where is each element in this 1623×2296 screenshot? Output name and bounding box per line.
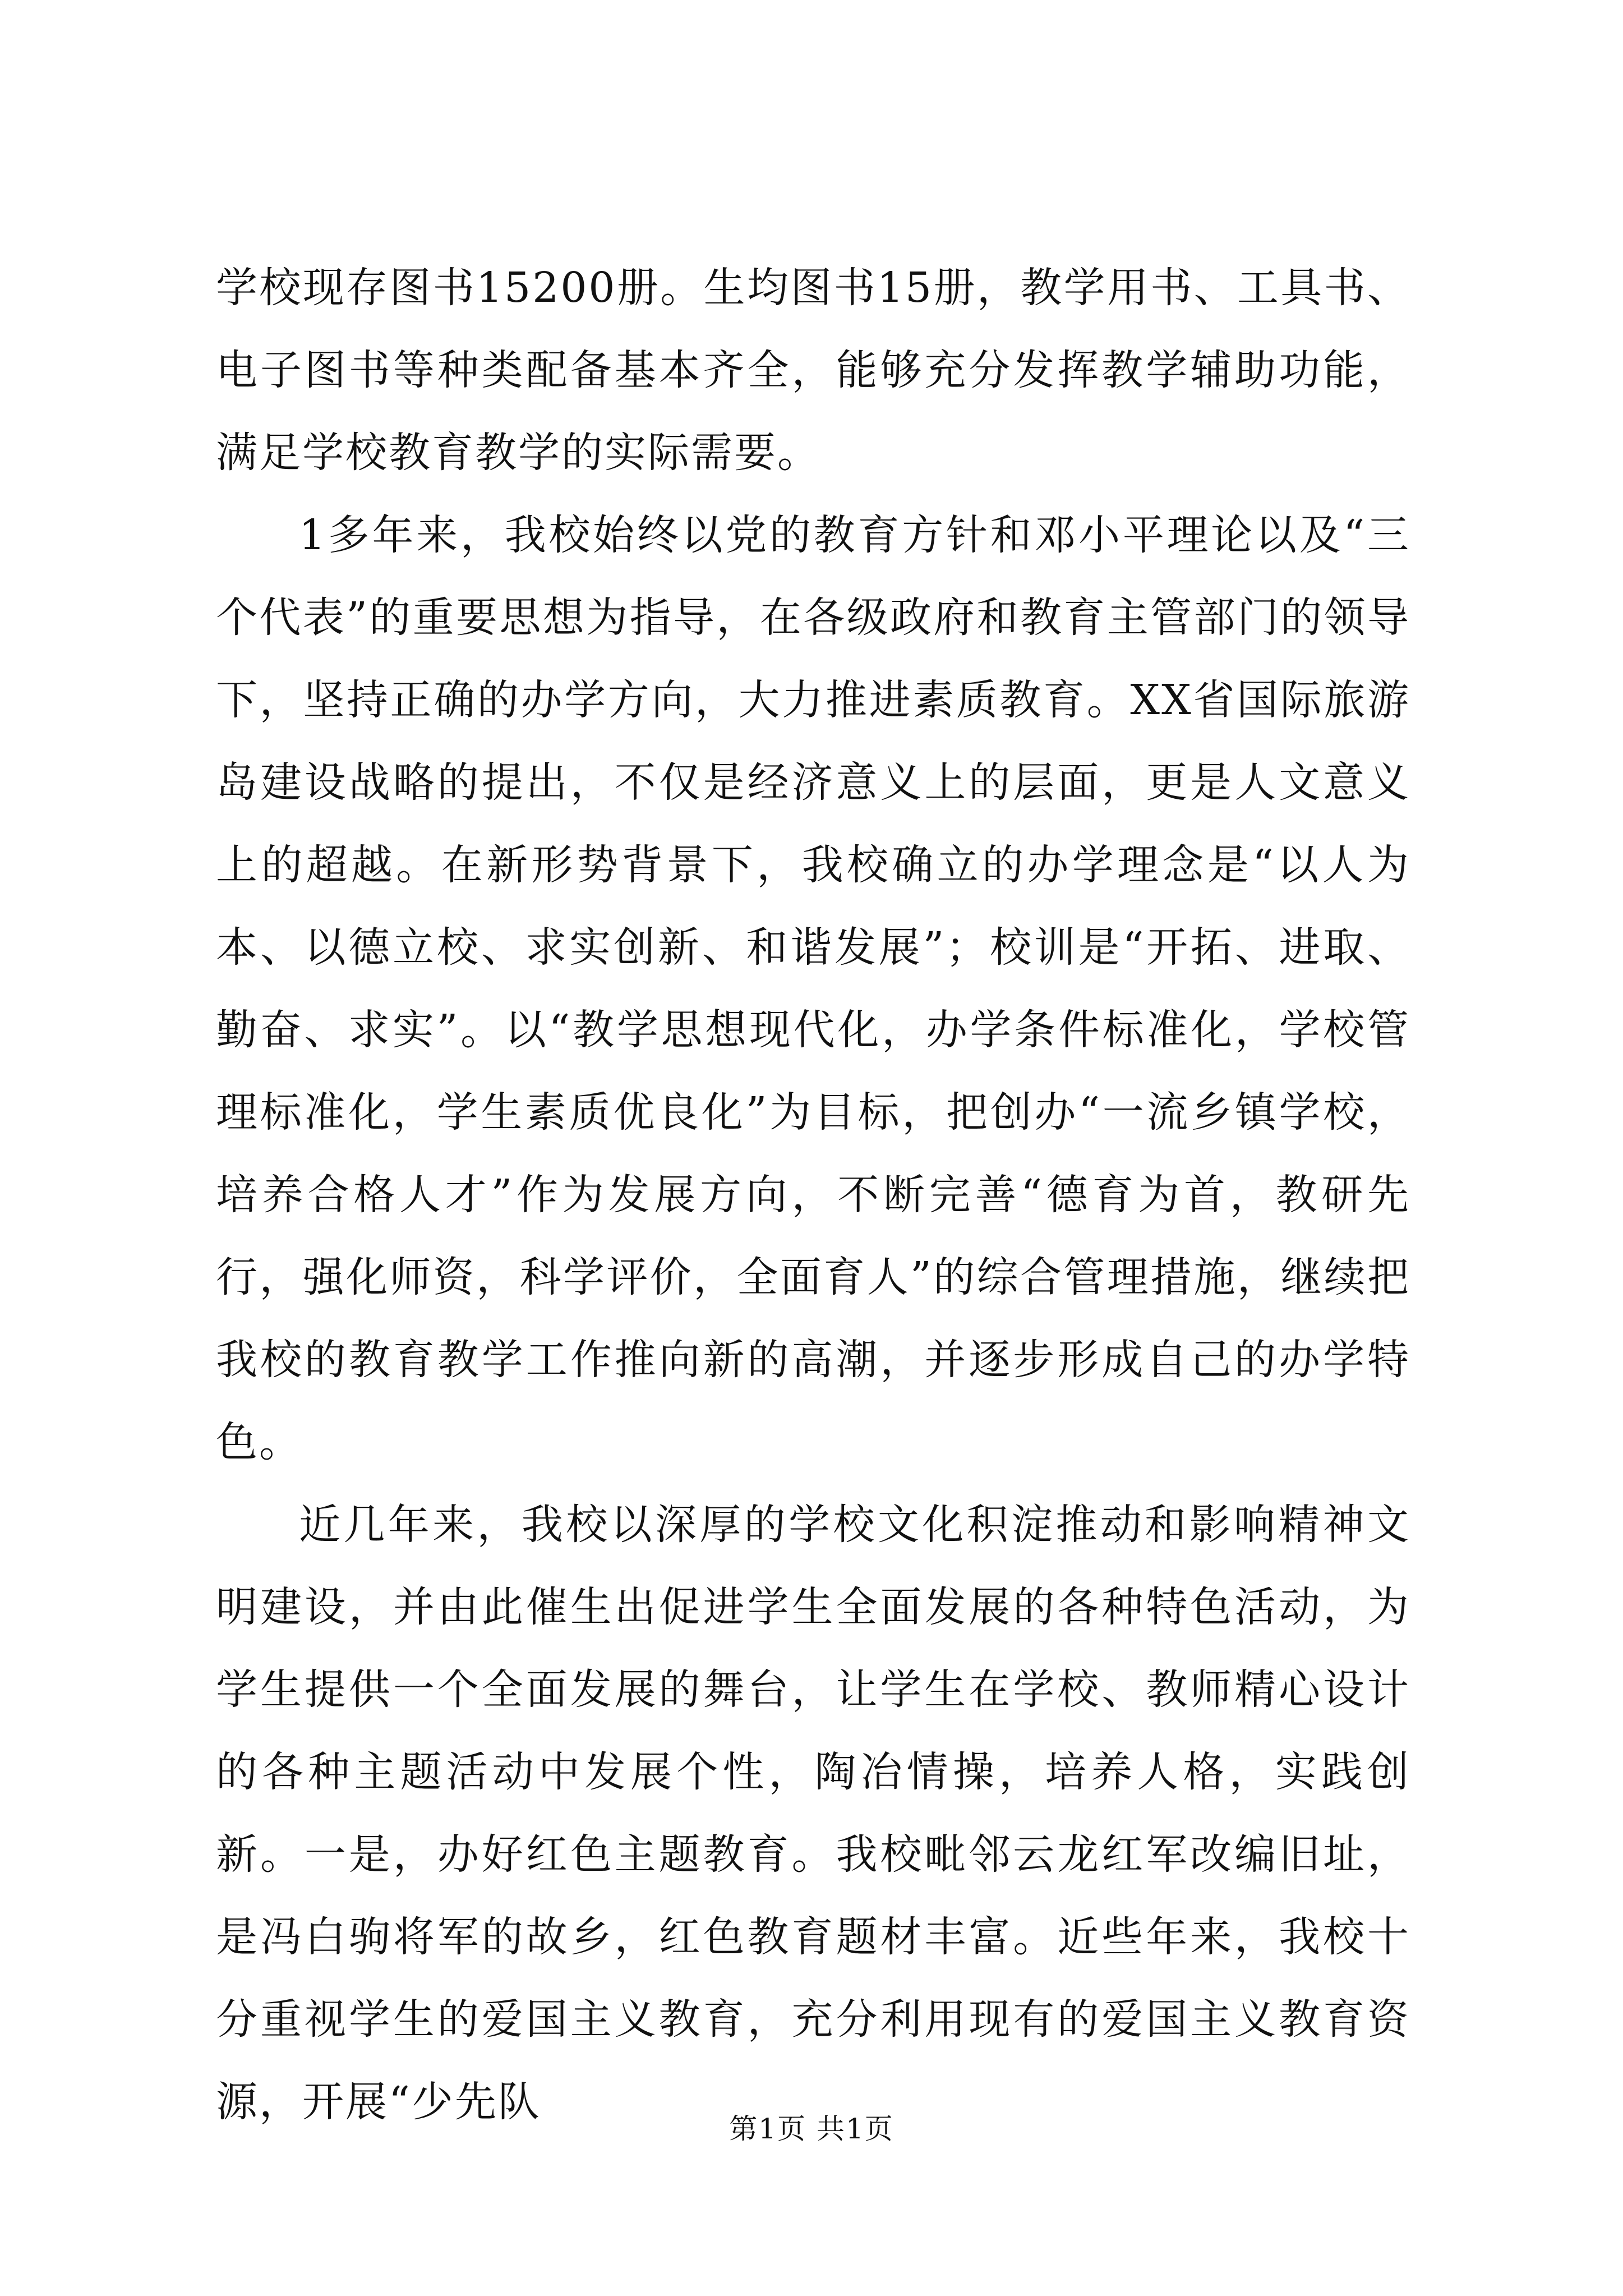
paragraph-3: 近几年来，我校以深厚的学校文化积淀推动和影响精神文明建设，并由此催生出促进学生全面发展的各种特色活动，为学生提供一个全面发展的舞台，让学生在学校、教师精心设计的各种主题活动中发展个性，陶冶情操，培养人格，实践创新。一是，办好红色主题教育。我校毗邻云龙红军改编旧址，是冯白驹将军的故乡，红色教育题材丰富。近些年来，我校十分重视学生的爱国主义教育，充分利用现有的爱国主义教育资源，开展“少先队	[216, 1501, 1410, 2126]
paragraph-1: 学校现存图书15200册。生均图书15册，教学用书、工具书、电子图书等种类配备基本齐全，能够充分发挥教学辅助功能，满足学校教育教学的实际需要。	[216, 264, 1410, 477]
paragraph-2: 1多年来，我校始终以党的教育方针和邓小平理论以及“三个代表”的重要思想为指导，在各级政府和教育主管部门的领导下，坚持正确的办学方向，大力推进素质教育。XX省国际旅游岛建设战略的提出，不仅是经济意义上的层面，更是人文意义上的超越。在新形势背景下，我校确立的办学理念是“以人为本、以德立校、求实创新、和谐发展”；校训是“开拓、进取、勤奋、求实”。以“教学思想现代化，办学条件标准化，学校管理标准化，学生素质优良化”为目标，把创办“一流乡镇学校，培养合格人才”作为发展方向，不断完善“德育为首，教研先行，强化师资，科学评价，全面育人”的综合管理措施，继续把我校的教育教学工作推向新的高潮，并逐步形成自己的办学特色。	[216, 511, 1410, 1466]
page-number-footer: 第1页 共1页	[729, 2113, 894, 2145]
document-body	[216, 247, 1410, 2143]
